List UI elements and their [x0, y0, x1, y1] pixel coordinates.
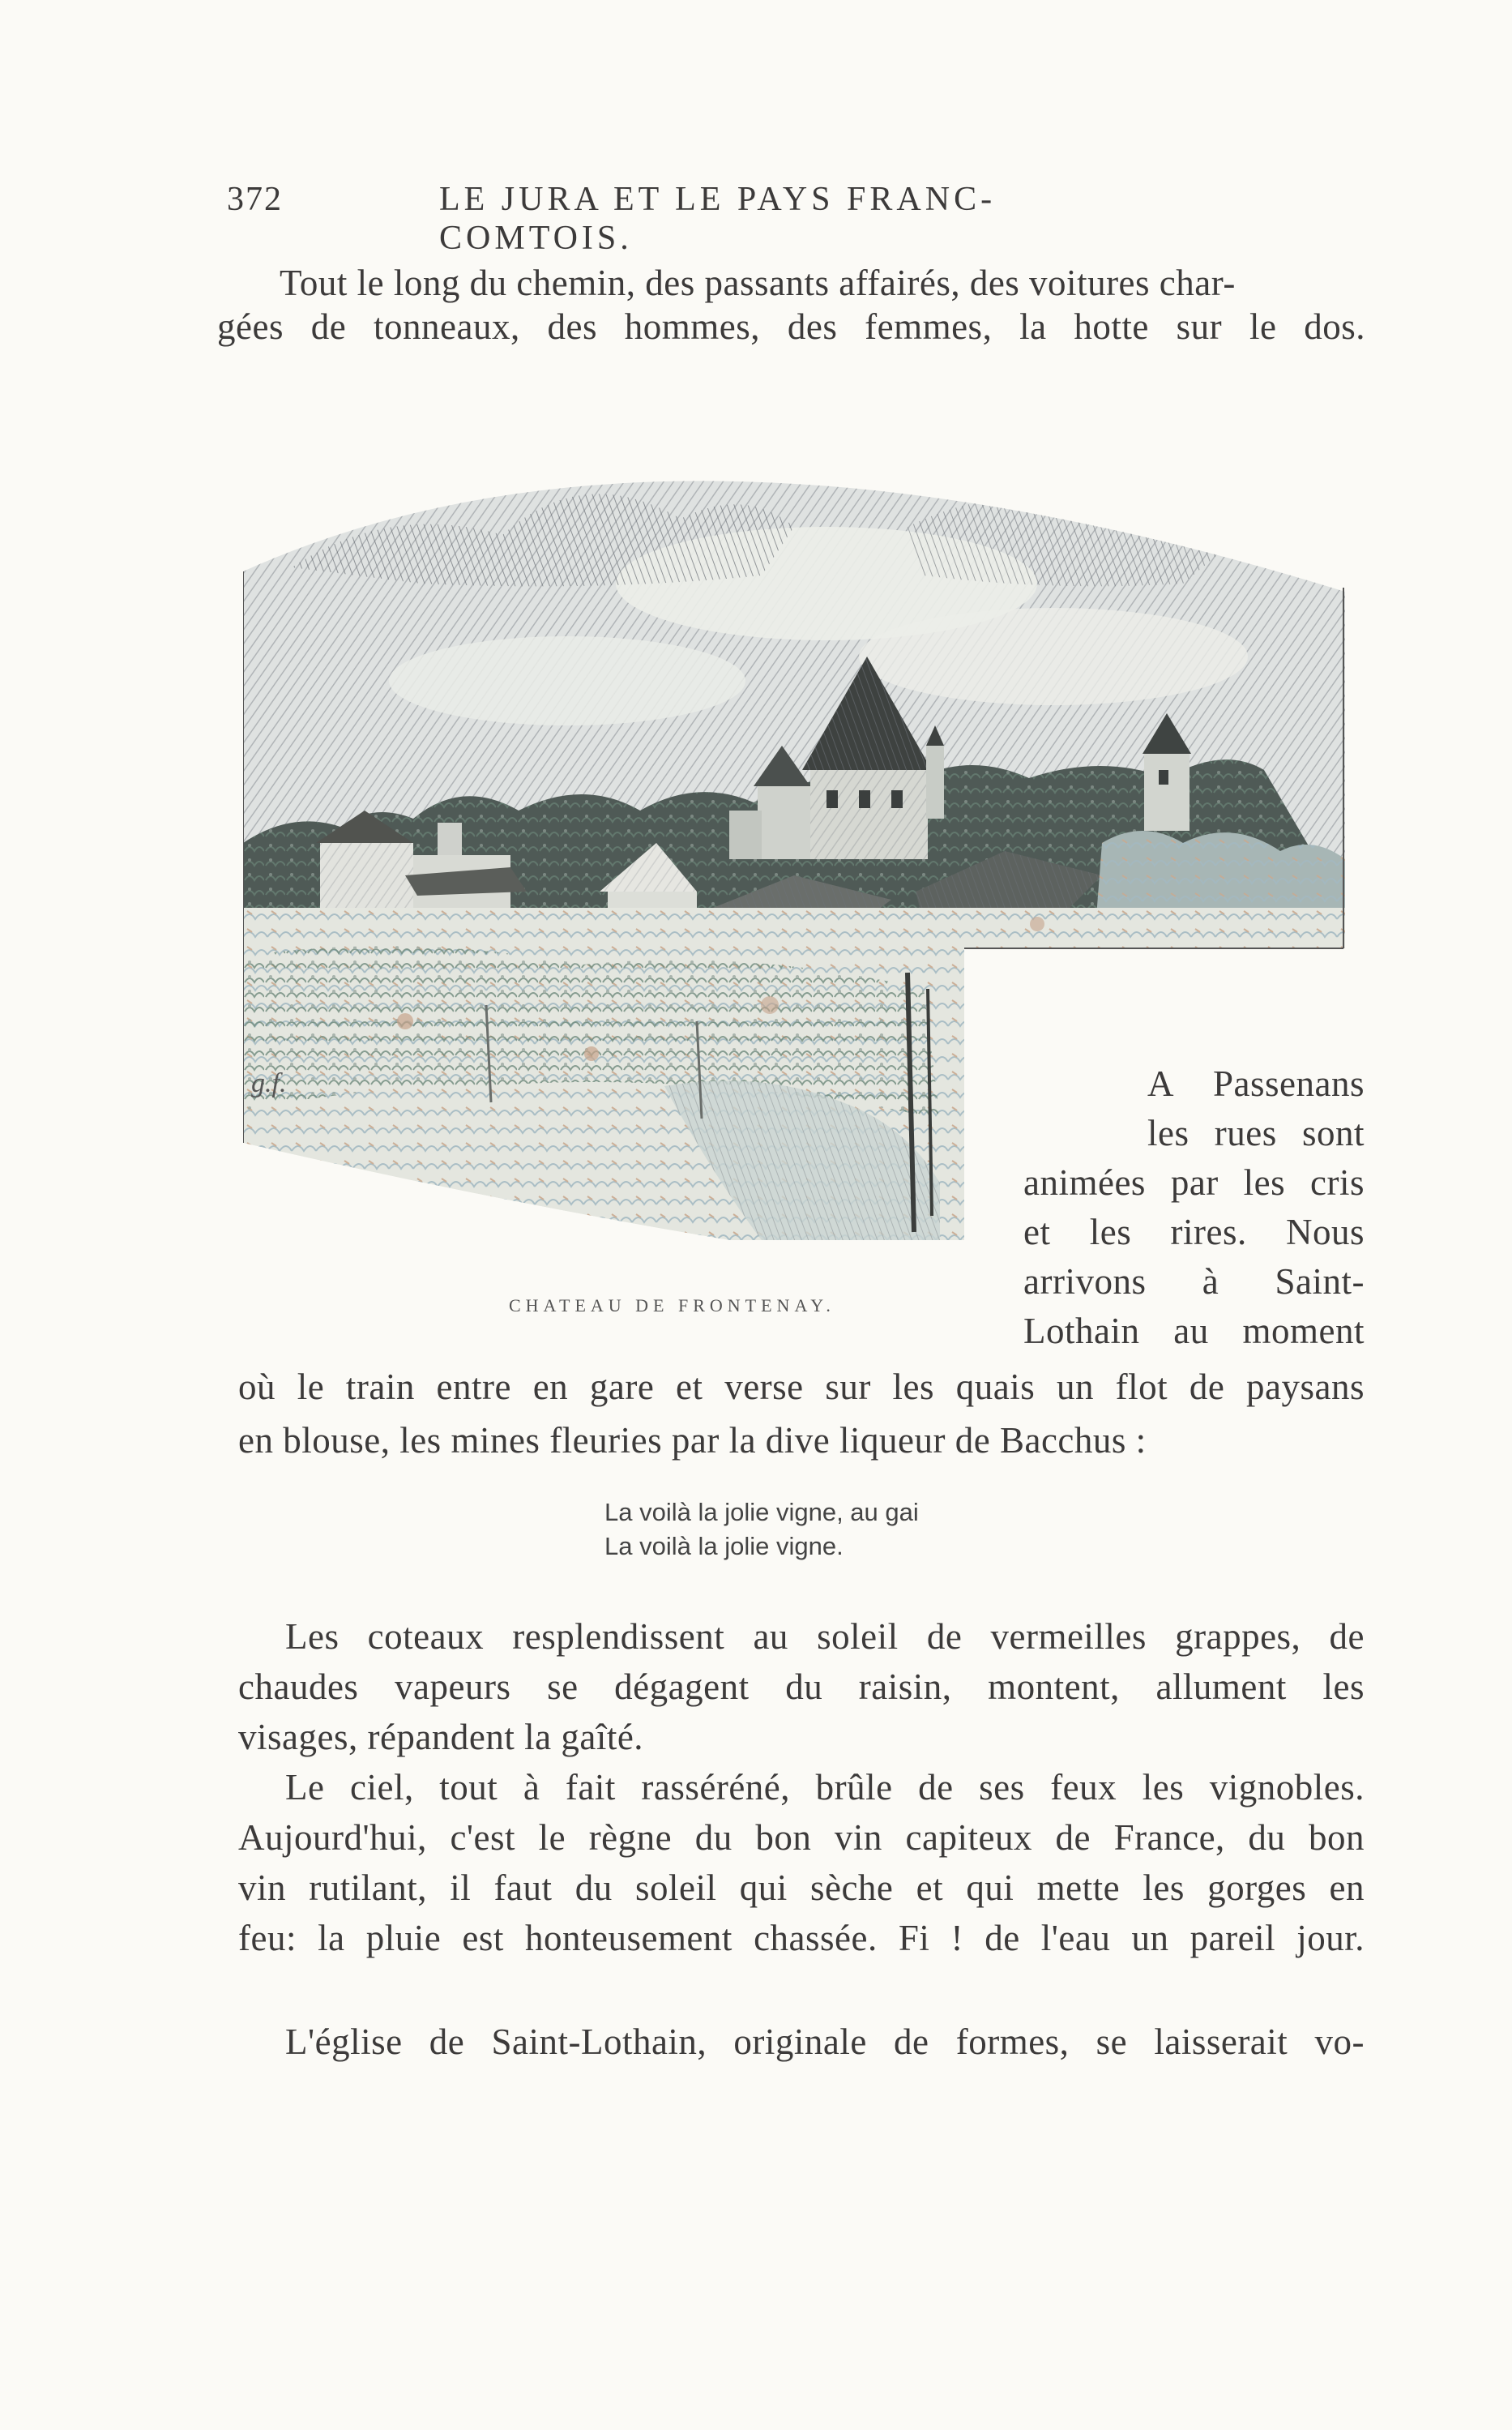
- p2-line-3: visages, répandent la gaîté.: [238, 1717, 644, 1757]
- verse-line-1: La voilà la jolie vigne, au gai: [604, 1498, 919, 1526]
- side-line-1: A Passenans: [1147, 1063, 1365, 1104]
- p2-line-1: Les coteaux resplendissent au soleil de vermeilles grappes, de: [285, 1616, 1365, 1657]
- engraver-signature: g.f.: [251, 1068, 287, 1098]
- p3-line-2: Aujourd'hui, c'est le règne du bon vin capiteux de France, du bon: [238, 1817, 1365, 1858]
- side-line-6: Lothain au moment: [1023, 1311, 1365, 1351]
- header-title: LE JURA ET LE PAYS FRANC-COMTOIS.: [439, 181, 997, 257]
- p2-line-2: chaudes vapeurs se dégagent du raisin, montent, allument les: [238, 1666, 1365, 1707]
- top-line-1: Tout le long du chemin, des passants affairés, des voitures char-: [280, 263, 1236, 303]
- top-line-2: gées de tonneaux, des hommes, des femmes, la hotte sur le dos.: [217, 306, 1365, 347]
- verse-line-2: La voilà la jolie vigne.: [604, 1532, 844, 1560]
- side-line-5: arrivons à Saint-: [1023, 1261, 1365, 1302]
- running-head: [227, 180, 1183, 257]
- illustration-caption: CHATEAU DE FRONTENAY.: [509, 1295, 835, 1316]
- p3-line-3: vin rutilant, il faut du soleil qui sèche et qui mette les gorges en: [238, 1867, 1365, 1908]
- cont-line-1: où le train entre en gare et verse sur les quais un flot de paysans: [238, 1367, 1365, 1407]
- side-line-2: les rues sont: [1147, 1113, 1365, 1153]
- p3-line-4: feu: la pluie est honteusement chassée. Fi ! de l'eau un pareil jour.: [238, 1918, 1365, 1958]
- page-number: 372: [227, 181, 283, 218]
- side-line-3: animées par les cris: [1023, 1162, 1365, 1203]
- p3-line-1: Le ciel, tout à fait rasséréné, brûle de ses feux les vignobles.: [285, 1767, 1365, 1808]
- cont-line-2: en blouse, les mines fleuries par la dive liqueur de Bacchus :: [238, 1420, 1147, 1461]
- p4-line-1: L'église de Saint-Lothain, originale de formes, se laisserait vo-: [285, 2021, 1365, 2062]
- side-line-4: et les rires. Nous: [1023, 1212, 1365, 1252]
